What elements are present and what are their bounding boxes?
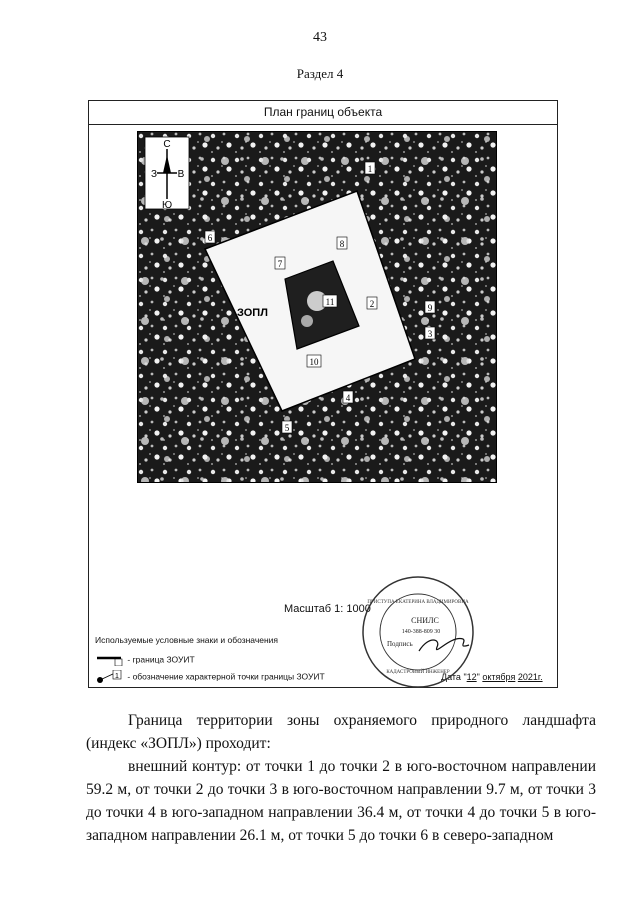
point-10-label: [307, 355, 321, 367]
paragraph-1: Граница территории зоны охраняемого природного ландшафта (индекс «ЗОПЛ») проходит:: [86, 712, 596, 752]
stamp-snils-number: 140-388-809 30: [401, 629, 441, 635]
compass-rose: [145, 137, 189, 211]
boundary-map: [137, 131, 497, 483]
svg-text:3: 3: [427, 329, 433, 339]
point-3-label: [425, 327, 435, 339]
svg-text:6: 6: [207, 233, 213, 243]
signature-scribble: [419, 639, 469, 651]
date-line: Дата "12" октября 2021г.: [441, 672, 543, 682]
svg-text:1: 1: [115, 673, 119, 680]
svg-text:ПРИСТУПА ЕКАТЕРИНА ВЛАДИМИРОВН: ПРИСТУПА ЕКАТЕРИНА ВЛАДИМИРОВНА: [367, 600, 469, 605]
point-2-label: [367, 297, 377, 309]
svg-text:КАДАСТРОВЫЙ ИНЖЕНЕР: КАДАСТРОВЫЙ ИНЖЕНЕР: [386, 670, 450, 675]
signature-label: Подпись: [387, 640, 413, 648]
official-stamp: [359, 573, 477, 691]
svg-text:2: 2: [369, 299, 375, 309]
compass-north-label: С: [163, 139, 171, 150]
point-9-label: [425, 301, 435, 313]
svg-text:9: 9: [427, 303, 433, 313]
section-title: Раздел 4: [296, 66, 344, 81]
boundary-line-icon: [95, 654, 125, 666]
point-1-label: [365, 162, 375, 174]
svg-text:10: 10: [309, 357, 319, 367]
legend-title: Используемые условные знаки и обозначения: [95, 635, 279, 645]
svg-text:11: 11: [325, 297, 335, 307]
stamp-snils-label: СНИЛС: [411, 616, 439, 625]
svg-text:4: 4: [345, 393, 351, 403]
svg-text:7: 7: [277, 259, 283, 269]
map-scale: Масштаб 1: 1000: [284, 603, 371, 615]
compass-west-label: З: [150, 169, 158, 180]
svg-text:5: 5: [284, 423, 290, 433]
svg-text:8: 8: [339, 239, 345, 249]
point-marker-icon: [95, 670, 125, 684]
plan-title: План границ объекта: [89, 101, 557, 125]
zone-label: ЗОПЛ: [237, 307, 268, 319]
point-4-label: [343, 391, 353, 403]
point-6-label: [205, 231, 215, 243]
compass-south-label: Ю: [161, 200, 173, 211]
compass-east-label: В: [177, 169, 185, 180]
point-7-label: [275, 257, 285, 269]
page-number: 43: [313, 30, 327, 45]
svg-text:1: 1: [367, 164, 373, 174]
point-5-label: [282, 421, 292, 433]
legend-item-boundary: - граница ЗОУИТ: [95, 654, 195, 666]
plan-frame: [88, 100, 558, 688]
paragraph-2: внешний контур: от точки 1 до точки 2 в юго-восточном направлении 59.2 м, от точки 2 до точки 3 в юго-восточном направлении 9.7 м, от точки 3 до точки 4 в юго-западном направлении 36.4 м, от точки 4 до точки 5 в юго-западном направлении 26.1 м, от точки 5 до точки 6 в северо-западном: [86, 758, 596, 844]
description-text: [86, 709, 596, 847]
point-11-label: [323, 295, 337, 307]
legend-item-point: 1 - обозначение характерной точки границы ЗОУИТ: [95, 670, 325, 684]
point-8-label: [337, 237, 347, 249]
